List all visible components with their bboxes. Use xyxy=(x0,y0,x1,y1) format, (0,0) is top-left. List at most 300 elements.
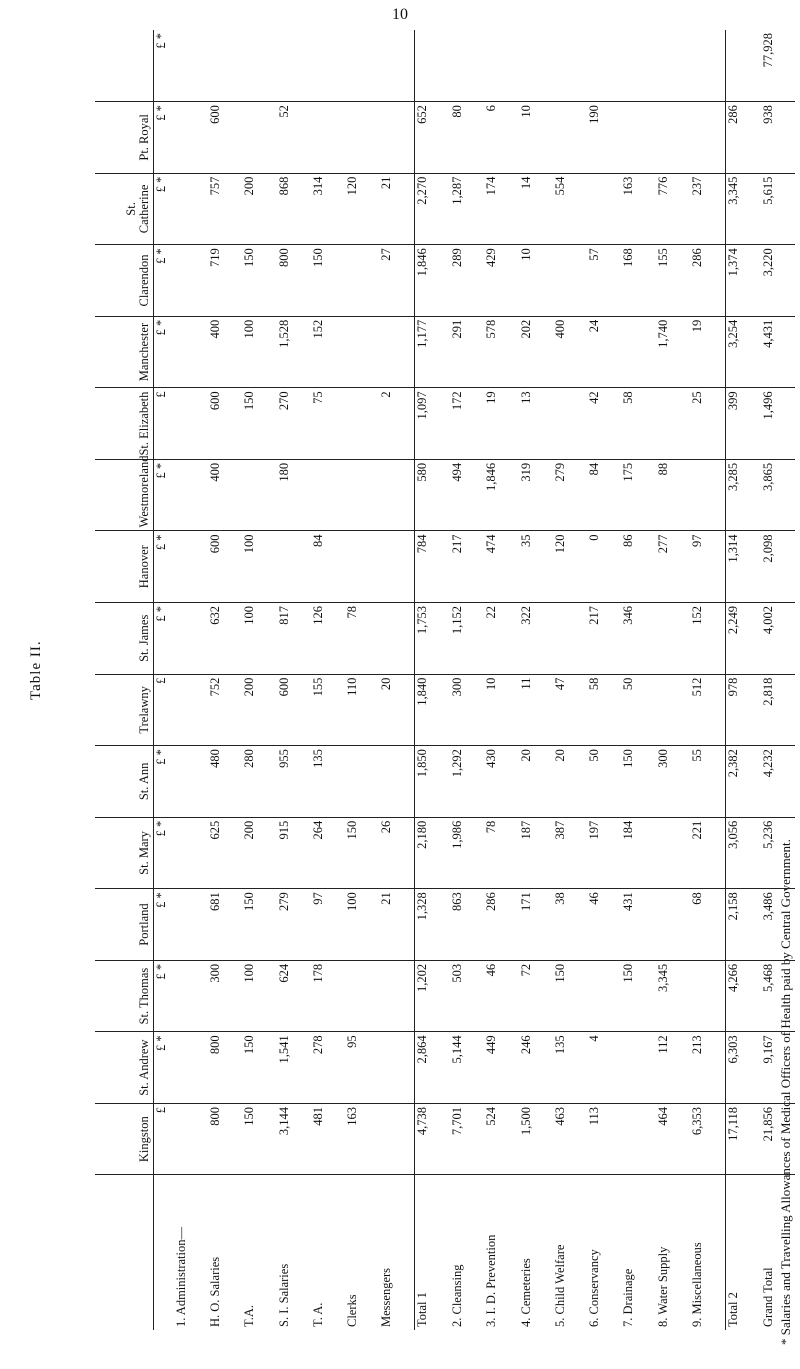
table-cell: 3,865 xyxy=(761,459,795,531)
table-cell: 4,738 xyxy=(415,1103,450,1175)
table-cell: 2,382 xyxy=(725,746,760,818)
table-cell: 784 xyxy=(415,531,450,603)
table-cell xyxy=(656,889,690,961)
table-cell: 112 xyxy=(656,1032,690,1104)
table-cell: 113 xyxy=(587,1103,621,1175)
table-cell: 10 xyxy=(519,245,553,317)
table-cell: 9,167 xyxy=(761,1032,795,1104)
table-cell: 20 xyxy=(379,674,414,746)
table-cell: 180 xyxy=(277,459,311,531)
table-cell: 126 xyxy=(311,603,345,675)
table-cell xyxy=(174,531,208,603)
table-cell xyxy=(379,746,414,818)
table-cell xyxy=(621,30,655,102)
table-cell: 22 xyxy=(484,603,518,675)
table-cell: 1,328 xyxy=(415,889,450,961)
table-cell: 4,266 xyxy=(725,960,760,1032)
table-cell: 1,292 xyxy=(450,746,484,818)
table-cell: 21 xyxy=(379,173,414,245)
table-cell: 346 xyxy=(621,603,655,675)
table-cell: 1,846 xyxy=(484,459,518,531)
table-cell xyxy=(553,245,587,317)
table-cell: 150 xyxy=(242,1032,276,1104)
table-cell: 150 xyxy=(311,245,345,317)
table-row xyxy=(587,30,621,1330)
table-cell: 150 xyxy=(242,1103,276,1175)
table-cell: 152 xyxy=(311,316,345,388)
table-cell xyxy=(174,102,208,174)
table-cell: 6,353 xyxy=(690,1103,725,1175)
table-cell: 77,928 xyxy=(760,33,775,68)
table-cell: 3,285 xyxy=(725,459,760,531)
unit-cell: £ xyxy=(154,1103,175,1175)
table-cell: 776 xyxy=(656,173,690,245)
table-cell: 868 xyxy=(277,173,311,245)
table-cell: 25 xyxy=(690,388,725,460)
table-cell: 221 xyxy=(690,817,725,889)
table-cell: 314 xyxy=(311,173,345,245)
table-row xyxy=(553,30,587,1330)
row-label: 4. Cemeteries xyxy=(519,1175,553,1330)
table-cell xyxy=(656,102,690,174)
table-cell: 1,177 xyxy=(415,316,450,388)
table-cell xyxy=(587,960,621,1032)
table-cell: 1,496 xyxy=(761,388,795,460)
unit-cell: £ * xyxy=(154,316,175,388)
table-cell xyxy=(174,245,208,317)
unit-cell: £ * xyxy=(154,531,175,603)
page-number: 10 xyxy=(392,6,408,23)
table-cell: 50 xyxy=(621,674,655,746)
table-cell xyxy=(450,30,484,102)
table-cell: 278 xyxy=(311,1032,345,1104)
table-cell: 291 xyxy=(450,316,484,388)
table-cell xyxy=(519,30,553,102)
table-cell: 978 xyxy=(725,674,760,746)
table-cell: 120 xyxy=(553,531,587,603)
row-label: 8. Water Supply xyxy=(656,1175,690,1330)
table-cell: 1,740 xyxy=(656,316,690,388)
table-cell: 178 xyxy=(311,960,345,1032)
table-cell: 58 xyxy=(621,388,655,460)
table-cell: 512 xyxy=(690,674,725,746)
table-cell: 217 xyxy=(450,531,484,603)
table-cell: 480 xyxy=(208,746,242,818)
table-cell: 3,056 xyxy=(725,817,760,889)
table-cell: 800 xyxy=(208,1032,242,1104)
table-cell xyxy=(553,102,587,174)
table-cell xyxy=(587,30,621,102)
table-cell xyxy=(174,960,208,1032)
table-cell xyxy=(656,30,690,102)
table-cell xyxy=(242,459,276,531)
table-cell: 387 xyxy=(553,817,587,889)
table-cell: 757 xyxy=(208,173,242,245)
table-cell: 3,345 xyxy=(725,173,760,245)
table-cell: 270 xyxy=(277,388,311,460)
table-cell xyxy=(656,388,690,460)
table-row xyxy=(519,30,553,1330)
row-label: 2. Cleansing xyxy=(450,1175,484,1330)
column-header: St. Elizabeth xyxy=(95,388,154,460)
table-cell: 75 xyxy=(311,388,345,460)
column-header: Manchester xyxy=(95,316,154,388)
table-cell: 200 xyxy=(242,817,276,889)
table-cell: 200 xyxy=(242,674,276,746)
table-cell: 100 xyxy=(242,316,276,388)
table-row xyxy=(379,30,414,1330)
table-cell: 246 xyxy=(519,1032,553,1104)
unit-cell: £ * xyxy=(154,960,175,1032)
unit-row-label xyxy=(154,1175,175,1330)
table-cell: 217 xyxy=(587,603,621,675)
table-row xyxy=(656,30,690,1330)
column-header: St. Catherine xyxy=(95,173,154,245)
table-cell: 52 xyxy=(277,102,311,174)
table-cell: 174 xyxy=(484,173,518,245)
table-row xyxy=(277,30,311,1330)
table-cell: 286 xyxy=(725,102,760,174)
table-cell: 21,856 xyxy=(761,1103,795,1175)
table-cell: 578 xyxy=(484,316,518,388)
table-cell xyxy=(174,674,208,746)
table-cell: 1,374 xyxy=(725,245,760,317)
table-cell: 1,287 xyxy=(450,173,484,245)
table-cell: 1,846 xyxy=(415,245,450,317)
table-cell: 55 xyxy=(690,746,725,818)
table-cell: 184 xyxy=(621,817,655,889)
table-cell xyxy=(345,316,379,388)
table-cell xyxy=(379,531,414,603)
table-cell: 4,232 xyxy=(761,746,795,818)
row-label: 1. Administration— xyxy=(174,1175,208,1330)
column-header: St. Andrew xyxy=(95,1032,154,1104)
table-cell: 286 xyxy=(690,245,725,317)
table-cell xyxy=(174,817,208,889)
table-cell xyxy=(345,30,379,102)
table-cell: 6,303 xyxy=(725,1032,760,1104)
column-header: Kingston xyxy=(95,1103,154,1175)
table-cell: 213 xyxy=(690,1032,725,1104)
table-cell: 1,500 xyxy=(519,1103,553,1175)
table-cell: 279 xyxy=(553,459,587,531)
table-cell xyxy=(484,30,518,102)
table-cell: 464 xyxy=(656,1103,690,1175)
table-cell: 3,220 xyxy=(761,245,795,317)
column-header: St. Mary xyxy=(95,817,154,889)
table-cell: 120 xyxy=(345,173,379,245)
table-cell: 2,818 xyxy=(761,674,795,746)
table-cell: 155 xyxy=(656,245,690,317)
table-cell: 168 xyxy=(621,245,655,317)
table-cell: 2,864 xyxy=(415,1032,450,1104)
column-header: Clarendon xyxy=(95,245,154,317)
column-header-total xyxy=(95,30,154,102)
table-row xyxy=(174,30,208,1330)
table-cell: 277 xyxy=(656,531,690,603)
table-cell xyxy=(345,388,379,460)
table-cell: 524 xyxy=(484,1103,518,1175)
table-cell: 300 xyxy=(450,674,484,746)
row-label: T.A. xyxy=(242,1175,276,1330)
row-label: 3. I. D. Prevention xyxy=(484,1175,518,1330)
table-row xyxy=(208,30,242,1330)
table-cell: 938 xyxy=(761,102,795,174)
table-cell xyxy=(553,603,587,675)
table-cell: 652 xyxy=(415,102,450,174)
table-cell: 300 xyxy=(656,746,690,818)
table-cell xyxy=(345,960,379,1032)
table-cell: 95 xyxy=(345,1032,379,1104)
table-cell: 150 xyxy=(242,889,276,961)
row-label: 5. Child Welfare xyxy=(553,1175,587,1330)
table-cell xyxy=(415,30,450,102)
table-cell: 817 xyxy=(277,603,311,675)
row-label: S. I. Salaries xyxy=(277,1175,311,1330)
unit-cell: £ * xyxy=(154,33,168,49)
row-label: H. O. Salaries xyxy=(208,1175,242,1330)
row-label: 7. Drainage xyxy=(621,1175,655,1330)
table-cell: 20 xyxy=(553,746,587,818)
unit-cell: £ * xyxy=(154,603,175,675)
table-cell: 150 xyxy=(621,960,655,1032)
table-cell: 600 xyxy=(277,674,311,746)
table-cell: 72 xyxy=(519,960,553,1032)
table-row xyxy=(761,30,795,1330)
table-cell: 80 xyxy=(450,102,484,174)
table-cell xyxy=(242,102,276,174)
table-cell: 14 xyxy=(519,173,553,245)
table-cell xyxy=(725,30,760,102)
table-cell: 800 xyxy=(208,1103,242,1175)
table-cell: 27 xyxy=(379,245,414,317)
table-row xyxy=(311,30,345,1330)
table-cell: 6 xyxy=(484,102,518,174)
table-cell: 0 xyxy=(587,531,621,603)
row-label: T. A. xyxy=(311,1175,345,1330)
table-cell: 100 xyxy=(345,889,379,961)
unit-cell: £ * xyxy=(154,459,175,531)
table-cell xyxy=(690,459,725,531)
table-cell xyxy=(656,603,690,675)
table-cell: 399 xyxy=(725,388,760,460)
table-row xyxy=(242,30,276,1330)
unit-cell: £ xyxy=(154,674,175,746)
column-header: Pt. Royal xyxy=(95,102,154,174)
unit-cell: £ xyxy=(154,388,175,460)
table-cell: 1,097 xyxy=(415,388,450,460)
table-cell: 430 xyxy=(484,746,518,818)
table-cell: 3,254 xyxy=(725,316,760,388)
table-cell: 494 xyxy=(450,459,484,531)
rotated-table-wrapper xyxy=(95,30,795,1330)
table-cell: 197 xyxy=(587,817,621,889)
table-cell: 237 xyxy=(690,173,725,245)
table-cell: 449 xyxy=(484,1032,518,1104)
table-cell: 97 xyxy=(311,889,345,961)
table-cell: 187 xyxy=(519,817,553,889)
row-label: Messengers xyxy=(379,1175,414,1330)
table-cell: 172 xyxy=(450,388,484,460)
table-cell: 57 xyxy=(587,245,621,317)
table-cell: 150 xyxy=(345,817,379,889)
table-cell: 175 xyxy=(621,459,655,531)
table-cell: 47 xyxy=(553,674,587,746)
table-cell xyxy=(345,245,379,317)
table-header-row xyxy=(95,30,154,1330)
table-cell: 84 xyxy=(311,531,345,603)
table-cell: 600 xyxy=(208,531,242,603)
table-cell xyxy=(656,674,690,746)
table-cell: 110 xyxy=(345,674,379,746)
table-cell: 681 xyxy=(208,889,242,961)
table-cell: 78 xyxy=(484,817,518,889)
table-cell: 300 xyxy=(208,960,242,1032)
table-cell: 955 xyxy=(277,746,311,818)
table-cell: 17,118 xyxy=(725,1103,760,1175)
column-header: St. Ann xyxy=(95,746,154,818)
table-cell: 5,236 xyxy=(761,817,795,889)
table-cell: 1,528 xyxy=(277,316,311,388)
table-row xyxy=(345,30,379,1330)
table-cell: 1,314 xyxy=(725,531,760,603)
table-cell xyxy=(621,316,655,388)
table-cell: 286 xyxy=(484,889,518,961)
row-label: 6. Conservancy xyxy=(587,1175,621,1330)
table-cell: 163 xyxy=(345,1103,379,1175)
table-cell: 1,986 xyxy=(450,817,484,889)
table-cell: 35 xyxy=(519,531,553,603)
table-cell: 2,270 xyxy=(415,173,450,245)
table-cell: 24 xyxy=(587,316,621,388)
total-row xyxy=(725,30,760,1330)
expenditure-table xyxy=(95,30,795,1330)
unit-cell: £ * xyxy=(154,245,175,317)
table-cell xyxy=(690,960,725,1032)
table-cell xyxy=(311,30,345,102)
table-cell xyxy=(379,102,414,174)
table-cell xyxy=(174,316,208,388)
table-cell: 46 xyxy=(587,889,621,961)
table-cell: 800 xyxy=(277,245,311,317)
table-cell: 5,144 xyxy=(450,1032,484,1104)
table-cell xyxy=(174,1032,208,1104)
table-cell: 135 xyxy=(311,746,345,818)
table-cell xyxy=(587,173,621,245)
table-cell: 171 xyxy=(519,889,553,961)
table-cell: 279 xyxy=(277,889,311,961)
table-cell: 163 xyxy=(621,173,655,245)
table-cell: 2,158 xyxy=(725,889,760,961)
table-cell: 97 xyxy=(690,531,725,603)
table-cell: 600 xyxy=(208,388,242,460)
table-cell: 2,180 xyxy=(415,817,450,889)
table-cell: 84 xyxy=(587,459,621,531)
table-cell: 863 xyxy=(450,889,484,961)
table-cell: 88 xyxy=(656,459,690,531)
table-cell xyxy=(553,30,587,102)
table-cell: 625 xyxy=(208,817,242,889)
table-cell: 3,345 xyxy=(656,960,690,1032)
table-cell xyxy=(311,102,345,174)
table-cell: 1,840 xyxy=(415,674,450,746)
table-cell: 11 xyxy=(519,674,553,746)
column-header: Portland xyxy=(95,889,154,961)
total-row xyxy=(415,30,450,1330)
table-cell xyxy=(174,388,208,460)
unit-cell: £ * xyxy=(154,746,175,818)
table-cell: 4 xyxy=(587,1032,621,1104)
table-cell: 3,144 xyxy=(277,1103,311,1175)
table-cell: 100 xyxy=(242,531,276,603)
header-blank-cell xyxy=(95,1175,154,1330)
table-cell xyxy=(345,102,379,174)
table-cell: 1,202 xyxy=(415,960,450,1032)
table-cell xyxy=(174,889,208,961)
table-cell: 5,615 xyxy=(761,173,795,245)
table-cell: 135 xyxy=(553,1032,587,1104)
table-cell xyxy=(379,960,414,1032)
table-cell: 19 xyxy=(484,388,518,460)
table-cell xyxy=(311,459,345,531)
table-cell: 719 xyxy=(208,245,242,317)
table-footnote: * Salaries and Travelling Allowances of Medical Officers of Health paid by Central Government. xyxy=(778,839,793,1345)
table-cell: 429 xyxy=(484,245,518,317)
table-cell: 150 xyxy=(621,746,655,818)
table-cell: 152 xyxy=(690,603,725,675)
column-header: St. James xyxy=(95,603,154,675)
table-cell: 202 xyxy=(519,316,553,388)
table-cell xyxy=(174,459,208,531)
table-cell: 200 xyxy=(242,173,276,245)
table-cell: 150 xyxy=(242,388,276,460)
table-cell xyxy=(690,30,725,102)
table-cell: 10 xyxy=(519,102,553,174)
table-cell xyxy=(345,531,379,603)
row-label: 9. Miscellaneous xyxy=(690,1175,725,1330)
table-cell: 150 xyxy=(553,960,587,1032)
table-cell: 68 xyxy=(690,889,725,961)
table-cell: 2 xyxy=(379,388,414,460)
table-cell: 632 xyxy=(208,603,242,675)
table-cell: 554 xyxy=(553,173,587,245)
table-cell: 7,701 xyxy=(450,1103,484,1175)
table-cell xyxy=(208,30,242,102)
row-label: Total 1 xyxy=(415,1175,450,1330)
table-cell: 2,098 xyxy=(761,531,795,603)
table-cell xyxy=(553,388,587,460)
table-cell: 400 xyxy=(208,316,242,388)
column-header: Westmoreland xyxy=(95,459,154,531)
table-cell: 13 xyxy=(519,388,553,460)
table-cell: 503 xyxy=(450,960,484,1032)
table-cell: 4,002 xyxy=(761,603,795,675)
table-cell xyxy=(690,102,725,174)
unit-row xyxy=(154,30,175,1330)
table-cell xyxy=(174,173,208,245)
table-cell: 19 xyxy=(690,316,725,388)
row-label: Clerks xyxy=(345,1175,379,1330)
table-cell: 600 xyxy=(208,102,242,174)
table-cell xyxy=(277,30,311,102)
unit-cell: £ * xyxy=(154,889,175,961)
table-cell: 21 xyxy=(379,889,414,961)
table-cell xyxy=(379,1032,414,1104)
table-cell xyxy=(621,1032,655,1104)
column-header: Trelawny xyxy=(95,674,154,746)
table-cell: 155 xyxy=(311,674,345,746)
table-cell: 400 xyxy=(553,316,587,388)
